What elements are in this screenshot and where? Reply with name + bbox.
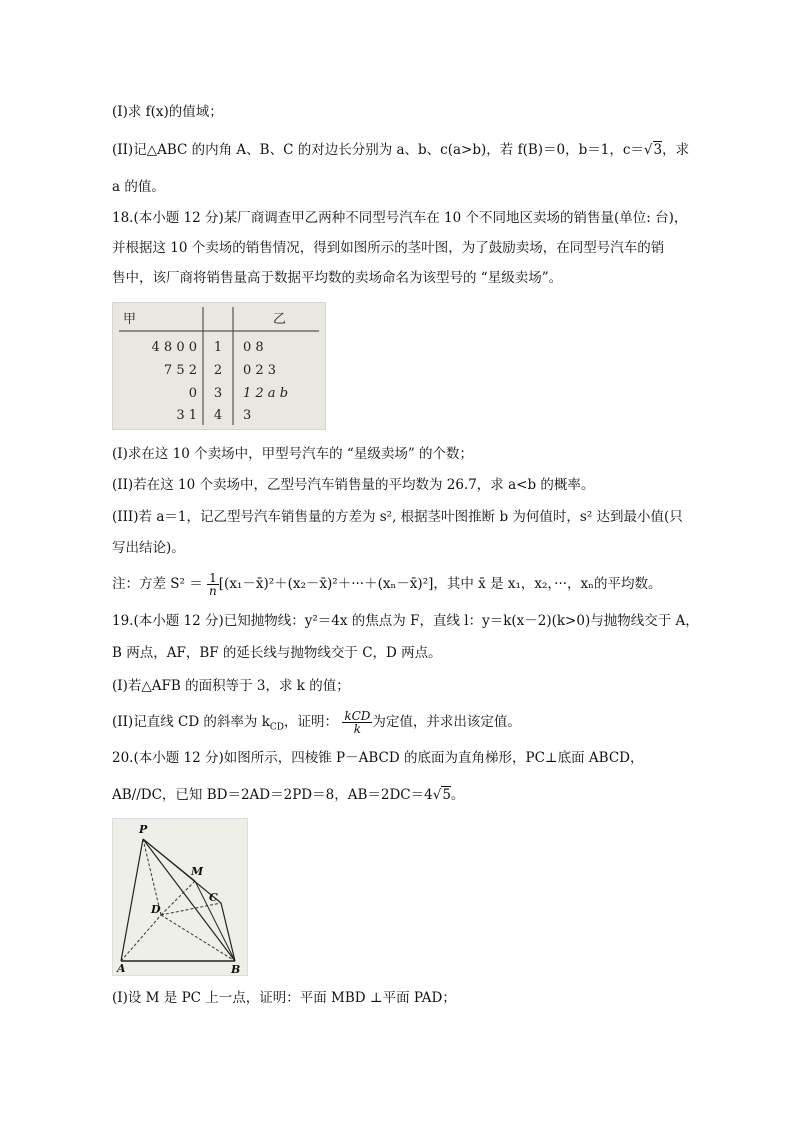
q17-part2 bbox=[112, 140, 689, 160]
q18-part1: (I)求在这 10 个卖场中，甲型号汽车的 “星级卖场” 的个数； bbox=[112, 446, 474, 462]
q18-stem-2: 并根据这 10 个卖场的销售情况，得到如图所示的茎叶图，为了鼓励卖场，在同型号汽车的销 bbox=[112, 240, 665, 256]
q17-part1: (I)求 f(x)的值域； bbox=[112, 104, 223, 120]
row2-stem: 2 bbox=[213, 363, 223, 378]
label-P: P bbox=[139, 823, 148, 836]
q18-part3: (III)若 a＝1，记乙型号汽车销售量的方差为 s², 根据茎叶图推断 b 为何值时，s² 达到最小值(只 bbox=[112, 509, 683, 525]
row4-stem: 4 bbox=[213, 408, 223, 423]
kcd-subscript: CD bbox=[269, 722, 285, 733]
stem-leaf-figure bbox=[112, 302, 326, 430]
label-A: A bbox=[117, 962, 126, 975]
q18-part2: (II)若在这 10 个卖场中，乙型号汽车销售量的平均数为 26.7，求 a<b 的概率。 bbox=[112, 477, 595, 493]
q19-part2-tail: 为定值，并求出该定值。 bbox=[372, 714, 521, 730]
row3-right: 1 2 a b bbox=[243, 386, 289, 401]
label-D: D bbox=[151, 903, 161, 916]
fraction-1-over-n bbox=[207, 572, 219, 597]
fraction-kcd-num: kCD bbox=[344, 709, 371, 723]
row1-stem: 1 bbox=[213, 340, 223, 355]
row4-right: 3 bbox=[243, 408, 252, 423]
variance-formula: [(x₁－x̄)²＋(x₂－x̄)²＋···＋(xₙ－x̄)²]，其中 x̄ 是 x₁，x₂，···，xₙ的平均数。 bbox=[218, 576, 662, 592]
sqrt-3: 3 bbox=[653, 142, 663, 158]
q18-stem-1: 18.(本小题 12 分)某厂商调查甲乙两种不同型号汽车在 10 个不同地区卖场的销售量(单位: 台)， bbox=[112, 210, 688, 226]
q19-part2 bbox=[112, 710, 521, 738]
row3-left: 0 bbox=[188, 386, 197, 401]
fraction-den: n bbox=[209, 584, 217, 598]
label-C: C bbox=[209, 891, 218, 904]
q19-part1: (I)若△AFB 的面积等于 3，求 k 的值； bbox=[112, 678, 350, 694]
fraction-kcd-over-k bbox=[342, 710, 372, 735]
header-yi: 乙 bbox=[273, 312, 287, 327]
q17-part2-cont: a 的值。 bbox=[112, 179, 165, 195]
q20-stem-2-tail: 。 bbox=[450, 787, 465, 803]
row3-stem: 3 bbox=[213, 386, 223, 401]
q17-part2-text: (II)记△ABC 的内角 A、B、C 的对边长分别为 a、b、c(a>b)，若 f(B)＝0，b＝1，c＝ bbox=[112, 142, 644, 158]
q19-stem-2: B 两点，AF，BF 的延长线与抛物线交于 C，D 两点。 bbox=[112, 645, 442, 661]
sqrt-symbol: √ bbox=[643, 142, 653, 158]
q19-part2-text: (II)记直线 CD 的斜率为 k bbox=[112, 714, 270, 730]
variance-note bbox=[112, 572, 662, 597]
q19-part2-mid: ，证明： bbox=[284, 714, 339, 730]
sqrt-symbol-2: √ bbox=[432, 787, 442, 803]
fraction-num: 1 bbox=[207, 572, 219, 585]
row2-left: 7 5 2 bbox=[163, 363, 197, 378]
row1-left: 4 8 0 0 bbox=[151, 340, 197, 355]
variance-note-label: 注：方差 S² ＝ bbox=[112, 576, 203, 592]
sqrt-5: 5 bbox=[442, 787, 451, 803]
label-B: B bbox=[231, 963, 241, 975]
q20-stem-2 bbox=[112, 785, 464, 805]
q20-stem-1: 20.(本小题 12 分)如图所示，四棱锥 P－ABCD 的底面为直角梯形，PC⊥底面 ABCD， bbox=[112, 750, 644, 766]
q20-part1: (I)设 M 是 PC 上一点，证明：平面 MBD ⊥平面 PAD； bbox=[112, 990, 456, 1006]
row1-right: 0 8 bbox=[243, 340, 264, 355]
q17-part2-tail: ，求 bbox=[662, 142, 690, 158]
q20-stem-2-text: AB//DC，已知 BD＝2AD＝2PD＝8，AB＝2DC＝4 bbox=[112, 787, 433, 803]
q18-stem-3: 售中，该厂商将销售量高于数据平均数的卖场命名为该型号的 “星级卖场”。 bbox=[112, 270, 563, 286]
q18-part3-cont: 写出结论)。 bbox=[112, 540, 185, 556]
label-M: M bbox=[191, 865, 204, 878]
pyramid-figure bbox=[112, 818, 248, 976]
row4-left: 3 1 bbox=[176, 408, 197, 423]
header-jia: 甲 bbox=[123, 312, 137, 327]
q19-stem-1: 19.(本小题 12 分)已知抛物线：y²＝4x 的焦点为 F，直线 l：y＝k(x－2)(k>0)与抛物线交于 A， bbox=[112, 613, 699, 629]
row2-right: 0 2 3 bbox=[243, 363, 277, 378]
fraction-k-den: k bbox=[353, 722, 361, 736]
